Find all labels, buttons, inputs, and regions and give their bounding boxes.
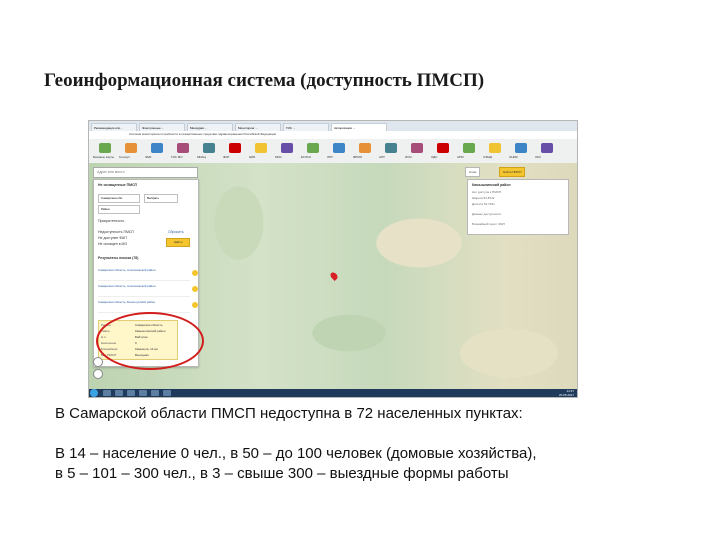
browser-tab[interactable]: ГИС ... (283, 123, 329, 132)
slide-title: Геоинформационная система (доступность ПМСП) (44, 70, 485, 91)
toolbar-tool-label: СЭМД (483, 155, 492, 159)
card-label: Н.п. (101, 335, 107, 339)
toolbar-tool-icon[interactable] (515, 143, 527, 153)
toolbar-tool-label: ОКС (535, 155, 542, 159)
filter-label: Приоритетность (98, 219, 125, 223)
result-marker-icon (192, 302, 198, 308)
info-panel-title: Камышлинский район (472, 183, 511, 187)
toolbar-tool-label: МИАЦ (197, 155, 206, 159)
windows-taskbar (89, 389, 577, 397)
find-pmsp-button[interactable]: Найти ПМСП (499, 167, 525, 177)
taskbar-app-icon[interactable] (139, 390, 147, 396)
result-item[interactable] (98, 268, 190, 281)
caption-line: В 14 – население 0 чел., в 50 – до 100 человек (домовые хозяйства), (55, 445, 537, 462)
toolbar-tool-icon[interactable] (541, 143, 553, 153)
taskbar-app-icon[interactable] (103, 390, 111, 396)
card-value: Байтуган (135, 335, 148, 339)
toolbar-tool-icon[interactable] (359, 143, 371, 153)
toolbar-tool-label: ОНМК (509, 155, 518, 159)
district-select[interactable]: Район (98, 205, 140, 214)
info-panel (467, 179, 569, 235)
start-icon[interactable] (90, 389, 98, 397)
map-pin-icon[interactable] (329, 271, 339, 281)
result-text: Самарская область, Алексеевский район (98, 284, 156, 288)
toolbar-tool-label: АРМ (457, 155, 464, 159)
card-value: 0 (135, 341, 137, 345)
find-button[interactable]: Найти (166, 238, 190, 247)
layers-button[interactable]: Слои (465, 167, 480, 177)
taskbar-app-icon[interactable] (115, 390, 123, 396)
info-line: Долгота 51.7431 (472, 202, 495, 206)
card-value: Камышлинский район (135, 329, 166, 333)
card-label: Население (101, 341, 117, 345)
taskbar-app-icon[interactable] (127, 390, 135, 396)
result-text: Самарская область, Алексеевский район (98, 268, 156, 272)
result-marker-icon (192, 286, 198, 292)
toolbar-tool-icon[interactable] (385, 143, 397, 153)
toolbar-tool-icon[interactable] (463, 143, 475, 153)
toolbar-tool-label: Базовые карты (93, 155, 115, 159)
toolbar-tool-icon[interactable] (307, 143, 319, 153)
result-item[interactable] (98, 300, 190, 313)
app-screenshot (88, 120, 578, 398)
result-text: Самарская область, Безенчукский район (98, 300, 156, 304)
taskbar-app-icon[interactable] (151, 390, 159, 396)
browser-tab[interactable]: Минздрав ... (187, 123, 233, 132)
map-canvas[interactable] (89, 163, 577, 389)
toolbar-tool-icon[interactable] (411, 143, 423, 153)
card-label: Регион (101, 323, 111, 327)
map-search-input[interactable]: Адрес или место (93, 167, 198, 178)
card-value: Самарская область (135, 323, 163, 327)
toolbar-tool-icon[interactable] (255, 143, 267, 153)
toolbar-tool-label: ЕГИСЗ (301, 155, 311, 159)
search-panel (93, 179, 199, 367)
taskbar-clock (559, 389, 574, 397)
toolbar-tool-label: ФАП (223, 155, 230, 159)
clock-time: 14:37 (566, 389, 574, 393)
card-value: Камышла, 14 км (135, 347, 158, 351)
toolbar-tool-label: ЭМК (145, 155, 152, 159)
card-value: Выездная (135, 353, 149, 357)
radio-option[interactable]: Не оснащен в МО (98, 242, 128, 246)
toolbar-tool-icon[interactable] (281, 143, 293, 153)
toolbar-tool-icon[interactable] (151, 143, 163, 153)
toolbar-tool-label: ЛПУ (327, 155, 334, 159)
zoom-out-icon[interactable] (93, 369, 103, 379)
card-label: Район (101, 329, 110, 333)
radio-option[interactable]: Не доступен ФАП (98, 236, 127, 240)
clear-link[interactable]: Сбросить (168, 230, 184, 234)
results-header: Результаты поиска (78) (98, 256, 139, 260)
highlight-ellipse (96, 312, 204, 370)
taskbar-app-icon[interactable] (163, 390, 171, 396)
clock-date: 20.05.2017 (558, 393, 574, 397)
toolbar-tool-label: ОДС (431, 155, 438, 159)
address-text: Система мониторинга потребности в лекарственных средствах здравоохранения Российской Федерации (129, 132, 277, 136)
info-line: Данные доступности (472, 212, 501, 216)
radio-option[interactable]: Недоступность ПМСП (98, 230, 134, 234)
toolbar-tool-icon[interactable] (489, 143, 501, 153)
choose-select[interactable]: Выбрать (144, 194, 178, 203)
browser-tab-active[interactable]: Авторизация ... (331, 123, 387, 132)
toolbar-tool-label: АПУ (379, 155, 386, 159)
toolbar-tool-icon[interactable] (229, 143, 241, 153)
toolbar-tool-icon[interactable] (333, 143, 345, 153)
zoom-in-icon[interactable] (93, 357, 103, 367)
toolbar-tool-label: ГИС МО (171, 155, 183, 159)
caption-line: в 5 – 101 – 300 чел., в 3 – свыше 300 – выездные формы работы (55, 465, 509, 482)
toolbar-tool-label: ИОО (405, 155, 412, 159)
toolbar-tool-icon[interactable] (437, 143, 449, 153)
browser-tab[interactable]: Мониторинг ... (235, 123, 281, 132)
panel-header: Не оснащенные ПМСП (98, 183, 138, 187)
toolbar-tool-label: ЦРБ (249, 155, 256, 159)
browser-tabbar (89, 121, 577, 131)
toolbar-tool-icon[interactable] (203, 143, 215, 153)
info-line: Широта 53.8742 (472, 196, 495, 200)
result-marker-icon (192, 270, 198, 276)
caption-line: В Самарской области ПМСП недоступна в 72 населенных пунктах: (55, 405, 523, 422)
toolbar-tool-icon[interactable] (177, 143, 189, 153)
toolbar-tool-icon[interactable] (99, 143, 111, 153)
info-line: Ближайший пункт: ФАП (472, 222, 505, 226)
card-label: Ближайшая (101, 347, 118, 351)
result-item[interactable] (98, 284, 190, 297)
card-label: Вид ПМСП (101, 353, 117, 357)
browser-tab[interactable]: Электронные ... (139, 123, 185, 132)
toolbar-tool-label: ФРМО (353, 155, 363, 159)
toolbar-tool-icon[interactable] (125, 143, 137, 153)
info-line: Нет доступа к ПМСП (472, 190, 502, 194)
toolbar-tool-label: МИС (275, 155, 282, 159)
app-toolbar (89, 139, 577, 164)
toolbar-tool-label: Геопорт (119, 155, 131, 159)
browser-tab[interactable]: Рекомендации кли... (91, 123, 137, 132)
region-select[interactable]: Самарская обл. (98, 194, 140, 203)
